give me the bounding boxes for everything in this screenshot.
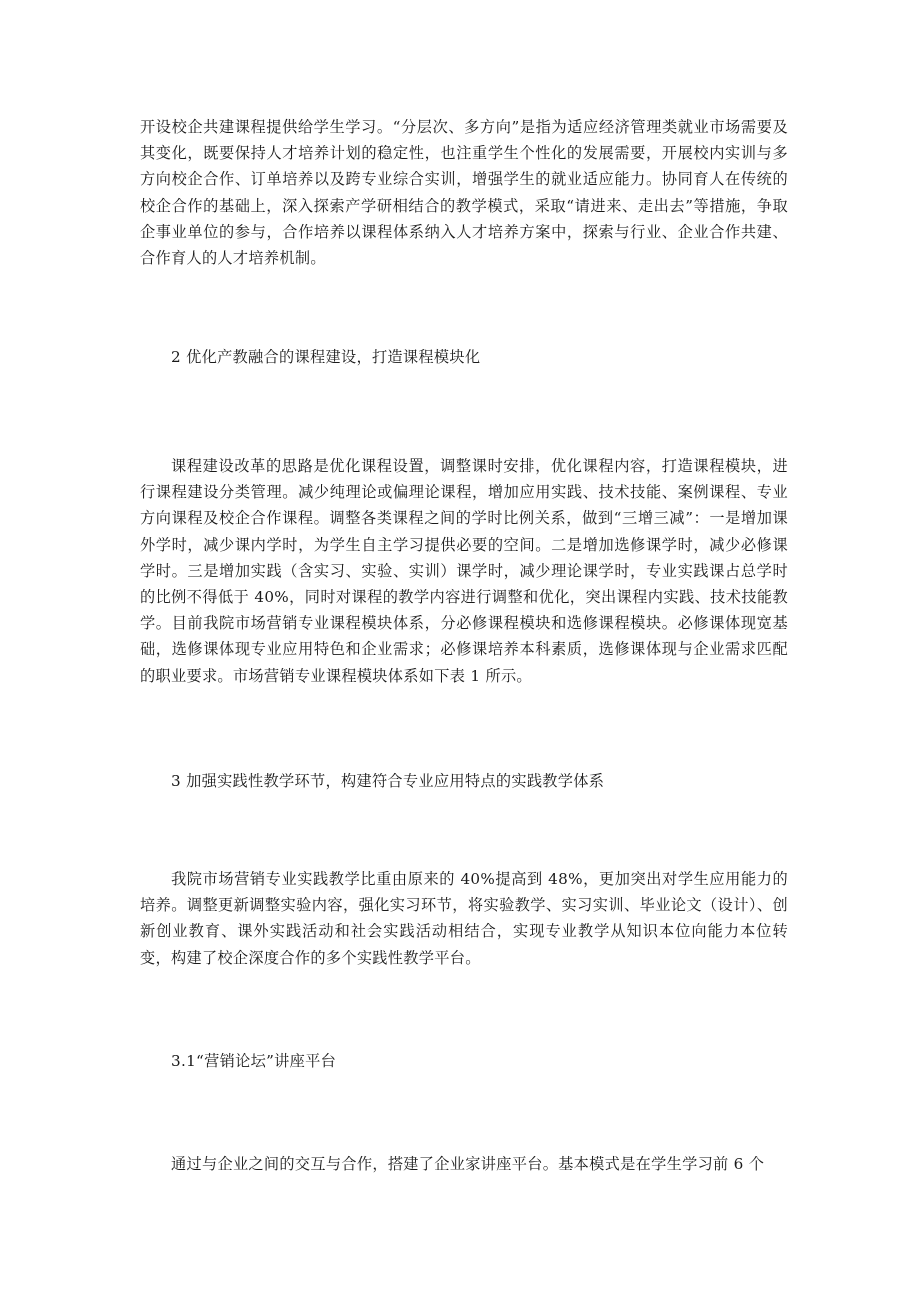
subsection-heading-3-1: 3.1“营销论坛”讲座平台 [171,1052,337,1070]
body-paragraph: 通过与企业之间的交互与合作，搭建了企业家讲座平台。基本模式是在学生学习前 6 个 [171,1155,765,1173]
section-heading-3: 3 加强实践性教学环节，构建符合专业应用特点的实践教学体系 [171,772,605,790]
section-heading-2: 2 优化产教融合的课程建设，打造课程模块化 [171,348,481,366]
body-paragraph: 我院市场营销专业实践教学比重由原来的 40%提高到 48%，更加突出对学生应用能力的培养。调整更新调整实验内容，强化实习环节，将实验教学、实习实训、毕业论文（设计）、创新创业教育、课外实践活动和社会实践活动相结合，实现专业教学从知识本位向能力本位转变，构建了校企深度合作的多个实践性教学平台。 [140,870,788,967]
body-paragraph: 开设校企共建课程提供给学生学习。“分层次、多方向”是指为适应经济管理类就业市场需要及其变化，既要保持人才培养计划的稳定性，也注重学生个性化的发展需要，开展校内实训与多方向校企合作、订单培养以及跨专业综合实训，增强学生的就业适应能力。协同育人在传统的校企合作的基础上，深入探索产学研相结合的教学模式，采取“请进来、走出去”等措施，争取企事业单位的参与，合作培养以课程体系纳入人才培养方案中，探索与行业、企业合作共建、合作育人的人才培养机制。 [140,118,788,268]
body-paragraph: 课程建设改革的思路是优化课程设置，调整课时安排，优化课程内容，打造课程模块，进行课程建设分类管理。减少纯理论或偏理论课程，增加应用实践、技术技能、案例课程、专业方向课程及校企合作课程。调整各类课程之间的学时比例关系，做到“三增三减”：一是增加课外学时，减少课内学时，为学生自主学习提供必要的空间。二是增加选修课学时，减少必修课学时。三是增加实践（含实习、实验、实训）课学时，减少理论课学时，专业实践课占总学时的比例不得低于 40%，同时对课程的教学内容进行调整和优化，突出课程内实践、技术技能教学。目前我院市场营销专业课程模块体系，分必修课程模块和选修课程模块。必修课体现宽基础，选修课体现专业应用特色和企业需求；必修课培养本科素质，选修课体现与企业需求匹配的职业要求。市场营销专业课程模块体系如下表 1 所示。 [140,457,788,685]
